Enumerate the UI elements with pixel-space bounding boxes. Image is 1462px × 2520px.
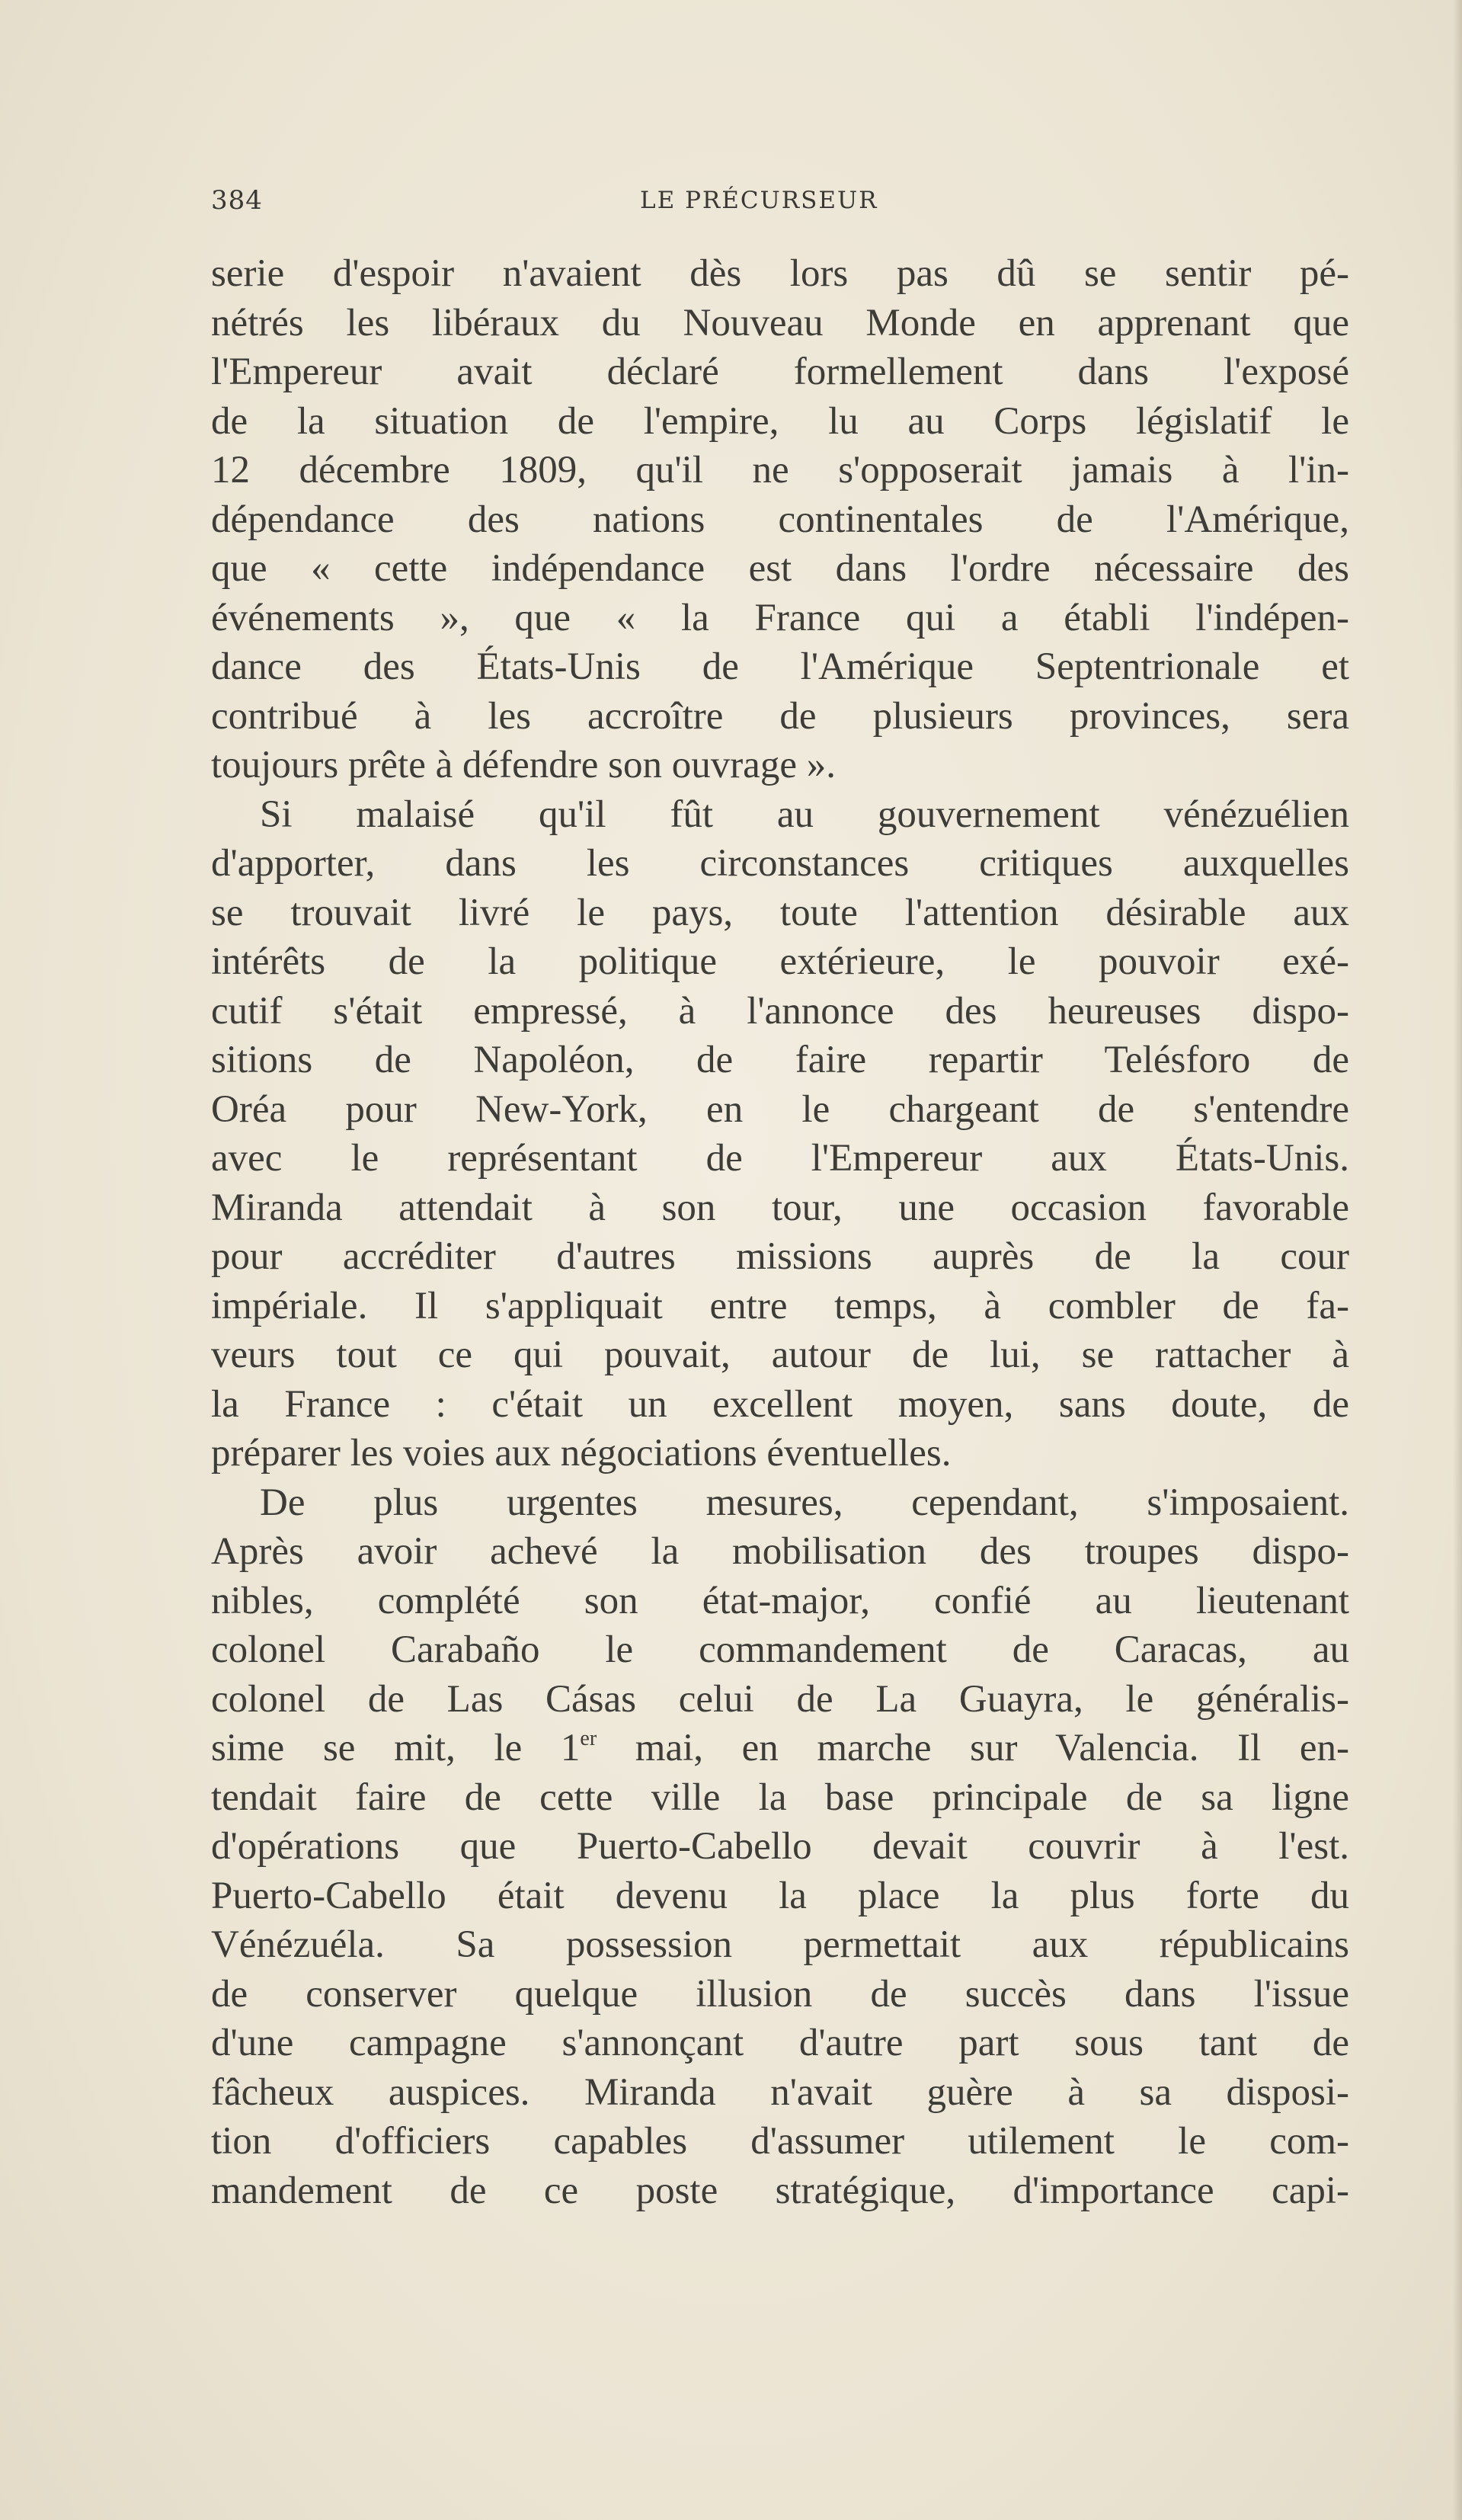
text-line: d'apporter, dans les circonstances critiques auxquelles <box>211 842 1349 885</box>
text-line: mandement de ce poste stratégique, d'importance capi- <box>211 2169 1349 2212</box>
text-line: que « cette indépendance est dans l'ordre nécessaire des <box>211 547 1349 590</box>
text-line: nétrés les libéraux du Nouveau Monde en apprenant que <box>211 301 1349 344</box>
text-line: Oréa pour New-York, en le chargeant de s'entendre <box>211 1087 1349 1131</box>
text-line: Vénézuéla. Sa possession permettait aux républicains <box>211 1923 1349 1966</box>
text-line: tendait faire de cette ville la base principale de sa ligne <box>211 1776 1349 1819</box>
text-line: Si malaisé qu'il fût au gouvernement vénézuélien <box>260 793 1349 836</box>
text-line <box>211 1724 1349 1773</box>
text-line: tion d'officiers capables d'assumer utilement le com- <box>211 2120 1349 2163</box>
page-edge-shadow <box>1453 0 1462 2520</box>
text-line: intérêts de la politique extérieure, le pouvoir exé- <box>211 940 1349 983</box>
text-line: colonel de Las Cásas celui de La Guayra, le généralis- <box>211 1677 1349 1721</box>
text-line: serie d'espoir n'avaient dès lors pas dû se sentir pé- <box>211 252 1349 295</box>
text-line: l'Empereur avait déclaré formellement dans l'exposé <box>211 351 1349 393</box>
text-line: impériale. Il s'appliquait entre temps, à combler de fa- <box>211 1284 1349 1327</box>
text-line: 12 décembre 1809, qu'il ne s'opposerait jamais à l'in- <box>211 449 1349 492</box>
text-line: Miranda attendait à son tour, une occasion favorable <box>211 1186 1349 1229</box>
body-text <box>211 249 1349 2215</box>
text-line: d'une campagne s'annonçant d'autre part sous tant de <box>211 2022 1349 2064</box>
text-line: de conserver quelque illusion de succès dans l'issue <box>211 1972 1349 2016</box>
text-line: événements », que « la France qui a établi l'indépen- <box>211 596 1349 639</box>
text-line: toujours prête à défendre son ouvrage ». <box>211 744 836 786</box>
text-line: se trouvait livré le pays, toute l'attention désirable aux <box>211 891 1349 934</box>
text-line: pour accréditer d'autres missions auprès de la cour <box>211 1235 1349 1278</box>
text-line: De plus urgentes mesures, cependant, s'imposaient. <box>260 1481 1349 1524</box>
page-number: 384 <box>211 185 263 216</box>
text-line: veurs tout ce qui pouvait, autour de lui, se rattacher à <box>211 1334 1349 1376</box>
text-line: la France : c'était un excellent moyen, sans doute, de <box>211 1382 1349 1426</box>
text-line: fâcheux auspices. Miranda n'avait guère à sa disposi- <box>211 2070 1349 2114</box>
text-line: sitions de Napoléon, de faire repartir Telésforo de <box>211 1039 1349 1081</box>
ordinal-superscript: er <box>580 1727 597 1750</box>
running-header <box>211 185 1349 216</box>
text-line: avec le représentant de l'Empereur aux États-Unis. <box>211 1137 1349 1180</box>
text-line: colonel Carabaño le commandement de Caracas, au <box>211 1628 1349 1671</box>
running-title: LE PRÉCURSEUR <box>640 187 878 214</box>
text-line: d'opérations que Puerto-Cabello devait couvrir à l'est. <box>211 1825 1349 1868</box>
text-line: préparer les voies aux négociations éventuelles. <box>211 1432 952 1475</box>
text-line-end: mai, en marche sur Valencia. Il en- <box>597 1727 1349 1769</box>
text-line: dépendance des nations continentales de l'Amérique, <box>211 498 1349 541</box>
text-line: de la situation de l'empire, lu au Corps législatif le <box>211 399 1349 443</box>
text-line: cutif s'était empressé, à l'annonce des heureuses dispo- <box>211 989 1349 1033</box>
text-line: Puerto-Cabello était devenu la place la plus forte du <box>211 1874 1349 1917</box>
text-line: Après avoir achevé la mobilisation des troupes dispo- <box>211 1530 1349 1573</box>
day-number: 1 <box>560 1727 581 1769</box>
text-line-start: sime se mit, le <box>211 1727 561 1769</box>
text-line: nibles, complété son état-major, confié au lieutenant <box>211 1579 1349 1622</box>
text-line: contribué à les accroître de plusieurs provinces, sera <box>211 694 1349 738</box>
text-line: dance des États-Unis de l'Amérique Septentrionale et <box>211 645 1349 688</box>
